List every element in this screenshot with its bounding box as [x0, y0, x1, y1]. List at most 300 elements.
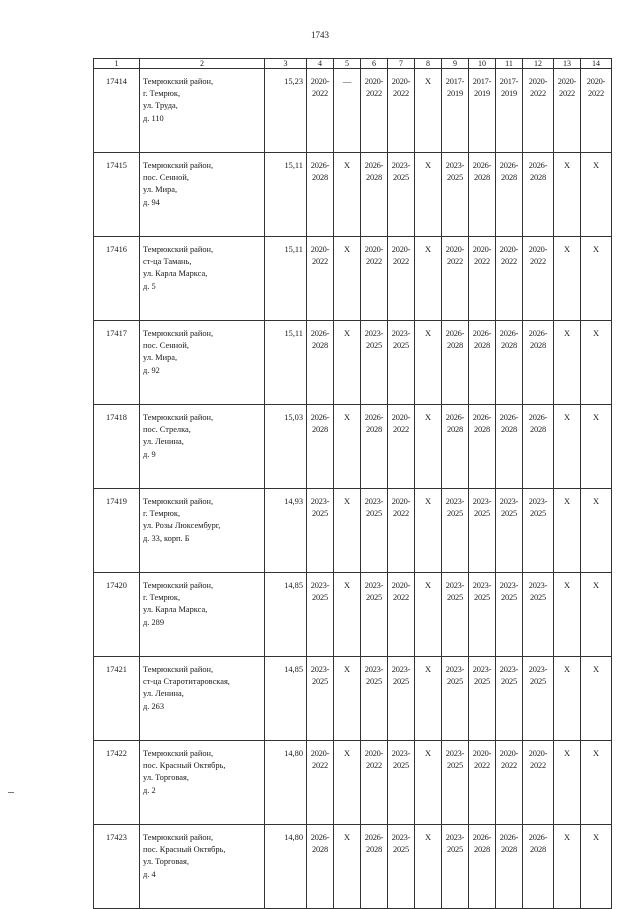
year-part: 2019 [501, 89, 517, 99]
year-part: 2025 [447, 593, 463, 603]
year-range-cell [361, 741, 388, 825]
year-part: 2020- [364, 749, 384, 758]
year-part: 2028 [501, 425, 517, 435]
year-part: 2028 [530, 845, 546, 855]
year-part: 2023- [528, 497, 548, 506]
year-part: 2022 [447, 257, 463, 267]
address-cell [140, 153, 265, 237]
year-part: 2020- [472, 245, 492, 254]
year-part: 2026- [364, 833, 384, 842]
year-range-cell [442, 321, 469, 405]
address-line: ул. Торговая, [143, 857, 189, 867]
year-range-cell [388, 405, 415, 489]
year-range-cell [469, 321, 496, 405]
mark-value: X [424, 833, 432, 842]
year-part: 2022 [501, 761, 517, 771]
mark-value: X [592, 245, 600, 254]
mark-value: X [563, 245, 571, 254]
year-part: 2028 [366, 173, 382, 183]
mark-cell [334, 405, 361, 489]
mark-cell [415, 321, 442, 405]
address-line: д. 289 [143, 617, 165, 627]
year-part: 2025 [393, 677, 409, 687]
record-number: 17422 [94, 741, 140, 825]
year-range-cell [361, 573, 388, 657]
table-row [94, 825, 612, 909]
mark-value: X [424, 581, 432, 590]
address-line: ул. Карла Маркса, [143, 605, 208, 615]
year-part: 2023- [499, 581, 519, 590]
year-range-cell [442, 825, 469, 909]
address-cell [140, 237, 265, 321]
year-range-cell [442, 237, 469, 321]
address-cell [140, 405, 265, 489]
address-line: д. 2 [143, 785, 156, 795]
address-cell [140, 657, 265, 741]
year-part: 2026- [364, 413, 384, 422]
table-row [94, 237, 612, 321]
year-part: 2020- [445, 245, 465, 254]
mark-cell [581, 573, 612, 657]
year-part: 2028 [366, 845, 382, 855]
year-part: 2022 [474, 761, 490, 771]
record-number: 17419 [94, 489, 140, 573]
address-line: Темрюкский район, [143, 329, 214, 338]
year-range-cell [388, 321, 415, 405]
record-number: 17421 [94, 657, 140, 741]
year-range-cell [307, 825, 334, 909]
year-part: 2022 [530, 89, 546, 99]
year-range-cell [388, 489, 415, 573]
year-part: 2028 [530, 425, 546, 435]
mark-cell [581, 825, 612, 909]
address-line: Темрюкский район, [143, 665, 214, 674]
year-range-cell [496, 405, 523, 489]
year-range-cell [523, 825, 554, 909]
mark-value: X [563, 749, 571, 758]
year-part: 2028 [447, 341, 463, 351]
mark-cell [415, 573, 442, 657]
year-part: 2028 [312, 425, 328, 435]
mark-cell [554, 741, 581, 825]
year-part: 2020- [391, 581, 411, 590]
address-line: ул. Труда, [143, 101, 178, 111]
year-part: 2028 [312, 173, 328, 183]
address-line: ул. Ленина, [143, 689, 184, 699]
year-range-cell [307, 741, 334, 825]
year-part: 2025 [312, 593, 328, 603]
mark-cell [415, 405, 442, 489]
year-range-cell [496, 573, 523, 657]
mark-cell [581, 741, 612, 825]
mark-cell [554, 321, 581, 405]
mark-value: X [563, 413, 571, 422]
year-part: 2026- [445, 413, 465, 422]
address-line: пос. Красный Октябрь, [143, 845, 226, 855]
area-cell: 14,80 [265, 825, 307, 909]
address-line: г. Темрюк, [143, 593, 181, 603]
year-range-cell [496, 489, 523, 573]
year-part: 2020- [557, 77, 577, 86]
year-part: 2028 [501, 173, 517, 183]
year-part: 2023- [364, 497, 384, 506]
mark-value: X [563, 581, 571, 590]
year-part: 2025 [447, 173, 463, 183]
mark-cell [581, 405, 612, 489]
year-part: 2023- [528, 581, 548, 590]
mark-cell [415, 69, 442, 153]
address-line: г. Темрюк, [143, 509, 181, 519]
year-part: 2022 [530, 257, 546, 267]
column-number: 12 [523, 59, 554, 69]
margin-mark [8, 792, 14, 793]
year-part: 2020- [528, 245, 548, 254]
year-part: 2023- [310, 497, 330, 506]
year-range-cell [442, 69, 469, 153]
year-part: 2028 [474, 341, 490, 351]
year-part: 2026- [364, 161, 384, 170]
table-row [94, 573, 612, 657]
year-part: 2023- [364, 581, 384, 590]
year-part: 2026- [472, 161, 492, 170]
year-part: 2025 [312, 677, 328, 687]
mark-value: — [342, 77, 352, 86]
year-part: 2026- [528, 833, 548, 842]
year-part: 2020- [499, 245, 519, 254]
year-part: 2017- [499, 77, 519, 86]
address-line: д. 92 [143, 365, 160, 375]
year-range-cell [307, 657, 334, 741]
year-part: 2022 [501, 257, 517, 267]
year-part: 2028 [474, 845, 490, 855]
address-line: пос. Сенной, [143, 341, 189, 351]
mark-value: X [592, 161, 600, 170]
address-cell [140, 69, 265, 153]
year-part: 2017- [445, 77, 465, 86]
area-cell: 14,93 [265, 489, 307, 573]
year-part: 2025 [501, 593, 517, 603]
mark-cell [581, 489, 612, 573]
mark-value: X [563, 161, 571, 170]
year-part: 2022 [530, 761, 546, 771]
year-part: 2025 [501, 509, 517, 519]
year-range-cell [496, 321, 523, 405]
year-range-cell [469, 153, 496, 237]
mark-value: X [424, 77, 432, 86]
year-part: 2028 [474, 173, 490, 183]
mark-cell [581, 153, 612, 237]
table-row [94, 489, 612, 573]
mark-cell [415, 489, 442, 573]
year-part: 2026- [472, 833, 492, 842]
year-range-cell [523, 153, 554, 237]
table-row [94, 321, 612, 405]
table-row [94, 741, 612, 825]
year-part: 2026- [528, 161, 548, 170]
year-range-cell [523, 321, 554, 405]
year-part: 2026- [310, 329, 330, 338]
year-part: 2023- [391, 665, 411, 674]
address-cell [140, 489, 265, 573]
year-part: 2023- [445, 665, 465, 674]
table-row [94, 153, 612, 237]
year-part: 2025 [393, 173, 409, 183]
address-line: д. 4 [143, 869, 156, 879]
address-line: Темрюкский район, [143, 833, 214, 842]
year-range-cell [361, 657, 388, 741]
mark-value: X [424, 413, 432, 422]
year-range-cell [469, 573, 496, 657]
column-number: 2 [140, 59, 265, 69]
page-number: 1743 [311, 30, 329, 40]
column-number: 7 [388, 59, 415, 69]
year-part: 2025 [474, 593, 490, 603]
housing-register-table [93, 58, 612, 909]
year-part: 2019 [447, 89, 463, 99]
year-part: 2025 [393, 761, 409, 771]
year-range-cell [496, 237, 523, 321]
year-range-cell [388, 69, 415, 153]
year-part: 2022 [393, 257, 409, 267]
mark-cell [415, 825, 442, 909]
year-range-cell [307, 489, 334, 573]
year-part: 2023- [391, 833, 411, 842]
mark-value: X [343, 329, 351, 338]
column-number: 5 [334, 59, 361, 69]
address-line: Темрюкский район, [143, 581, 214, 590]
year-part: 2026- [499, 833, 519, 842]
year-part: 2020- [391, 77, 411, 86]
year-part: 2028 [530, 173, 546, 183]
year-range-cell [496, 657, 523, 741]
year-part: 2025 [393, 845, 409, 855]
year-range-cell [523, 573, 554, 657]
year-range-cell [388, 825, 415, 909]
year-part: 2022 [366, 257, 382, 267]
year-range-cell [307, 69, 334, 153]
year-part: 2020- [364, 245, 384, 254]
address-line: Темрюкский район, [143, 749, 214, 758]
mark-value: X [563, 329, 571, 338]
year-part: 2023- [310, 665, 330, 674]
column-number-row [94, 59, 612, 69]
year-range-cell [469, 825, 496, 909]
address-line: д. 263 [143, 701, 165, 711]
year-part: 2023- [391, 161, 411, 170]
year-range-cell [469, 69, 496, 153]
year-part: 2028 [447, 425, 463, 435]
address-line: Темрюкский район, [143, 161, 214, 170]
mark-value: X [343, 245, 351, 254]
year-part: 2023- [499, 497, 519, 506]
address-line: д. 9 [143, 449, 156, 459]
mark-cell [554, 405, 581, 489]
year-range-cell [496, 741, 523, 825]
year-part: 2025 [447, 761, 463, 771]
mark-cell [334, 657, 361, 741]
area-cell: 15,23 [265, 69, 307, 153]
column-number: 6 [361, 59, 388, 69]
mark-cell [554, 825, 581, 909]
year-part: 2023- [472, 581, 492, 590]
year-part: 2025 [312, 509, 328, 519]
year-part: 2020- [391, 413, 411, 422]
year-part: 2022 [366, 761, 382, 771]
year-range-cell [523, 69, 554, 153]
area-cell: 14,85 [265, 573, 307, 657]
year-part: 2028 [312, 845, 328, 855]
year-range-cell [523, 405, 554, 489]
year-part: 2028 [366, 425, 382, 435]
mark-value: X [424, 497, 432, 506]
year-range-cell [496, 69, 523, 153]
year-range-cell [388, 153, 415, 237]
year-range-cell [442, 489, 469, 573]
year-part: 2025 [393, 341, 409, 351]
year-part: 2028 [530, 341, 546, 351]
year-part: 2022 [312, 761, 328, 771]
year-part: 2020- [391, 245, 411, 254]
year-part: 2020- [391, 497, 411, 506]
address-line: г. Темрюк, [143, 89, 181, 99]
mark-value: X [563, 665, 571, 674]
mark-value: X [592, 581, 600, 590]
year-part: 2023- [472, 665, 492, 674]
mark-cell [581, 657, 612, 741]
year-range-cell [581, 69, 612, 153]
address-line: ул. Мира, [143, 185, 178, 195]
year-part: 2025 [530, 677, 546, 687]
year-part: 2025 [530, 593, 546, 603]
year-range-cell [496, 825, 523, 909]
year-range-cell [307, 237, 334, 321]
table-row [94, 69, 612, 153]
record-number: 17414 [94, 69, 140, 153]
table-row [94, 405, 612, 489]
year-part: 2020- [310, 749, 330, 758]
mark-cell [581, 321, 612, 405]
year-part: 2020- [528, 77, 548, 86]
year-part: 2019 [474, 89, 490, 99]
year-range-cell [361, 405, 388, 489]
year-part: 2025 [447, 845, 463, 855]
mark-cell [415, 237, 442, 321]
address-line: пос. Красный Октябрь, [143, 761, 226, 771]
year-part: 2022 [312, 257, 328, 267]
year-part: 2026- [472, 329, 492, 338]
mark-cell [554, 657, 581, 741]
year-part: 2025 [474, 509, 490, 519]
year-range-cell [469, 489, 496, 573]
mark-cell [334, 237, 361, 321]
year-part: 2025 [447, 677, 463, 687]
year-part: 2023- [391, 329, 411, 338]
year-part: 2028 [501, 341, 517, 351]
year-range-cell [307, 153, 334, 237]
year-range-cell [442, 573, 469, 657]
mark-cell [415, 153, 442, 237]
year-part: 2023- [445, 581, 465, 590]
year-part: 2025 [366, 677, 382, 687]
year-range-cell [469, 657, 496, 741]
year-part: 2023- [528, 665, 548, 674]
address-cell [140, 573, 265, 657]
mark-value: X [592, 329, 600, 338]
address-line: ул. Ленина, [143, 437, 184, 447]
address-line: ул. Розы Люксембург, [143, 521, 221, 531]
year-range-cell [442, 405, 469, 489]
year-part: 2023- [310, 581, 330, 590]
mark-cell [554, 153, 581, 237]
address-cell [140, 321, 265, 405]
year-range-cell [307, 573, 334, 657]
year-part: 2025 [530, 509, 546, 519]
mark-value: X [343, 161, 351, 170]
mark-cell [415, 741, 442, 825]
year-range-cell [361, 69, 388, 153]
address-line: ст-ца Тамань, [143, 257, 192, 267]
year-range-cell [523, 741, 554, 825]
year-range-cell [307, 321, 334, 405]
mark-cell [581, 237, 612, 321]
address-line: пос. Сенной, [143, 173, 189, 183]
address-line: пос. Стрелка, [143, 425, 191, 435]
column-number: 3 [265, 59, 307, 69]
year-part: 2026- [499, 413, 519, 422]
year-range-cell [388, 741, 415, 825]
mark-value: X [563, 833, 571, 842]
year-range-cell [523, 489, 554, 573]
year-part: 2022 [559, 89, 575, 99]
year-part: 2028 [474, 425, 490, 435]
year-range-cell [496, 153, 523, 237]
year-range-cell [523, 657, 554, 741]
year-part: 2025 [474, 677, 490, 687]
mark-cell [334, 741, 361, 825]
year-part: 2025 [366, 341, 382, 351]
column-number: 4 [307, 59, 334, 69]
mark-value: X [592, 833, 600, 842]
year-part: 2026- [499, 329, 519, 338]
mark-value: X [343, 749, 351, 758]
mark-value: X [592, 413, 600, 422]
address-line: ст-ца Старотитаровская, [143, 677, 230, 687]
mark-value: X [424, 329, 432, 338]
year-part: 2023- [499, 665, 519, 674]
year-part: 2025 [501, 677, 517, 687]
year-part: 2025 [366, 509, 382, 519]
year-part: 2023- [472, 497, 492, 506]
table-row [94, 657, 612, 741]
column-number: 8 [415, 59, 442, 69]
mark-value: X [592, 497, 600, 506]
mark-value: X [343, 581, 351, 590]
column-number: 14 [581, 59, 612, 69]
year-part: 2020- [472, 749, 492, 758]
year-part: 2022 [312, 89, 328, 99]
mark-value: X [424, 161, 432, 170]
mark-value: X [343, 497, 351, 506]
year-part: 2020- [499, 749, 519, 758]
area-cell: 15,11 [265, 321, 307, 405]
address-line: д. 94 [143, 197, 160, 207]
address-line: Темрюкский район, [143, 245, 214, 254]
mark-cell [554, 573, 581, 657]
year-part: 2023- [445, 833, 465, 842]
column-number: 9 [442, 59, 469, 69]
address-line: д. 5 [143, 281, 156, 291]
column-number: 1 [94, 59, 140, 69]
